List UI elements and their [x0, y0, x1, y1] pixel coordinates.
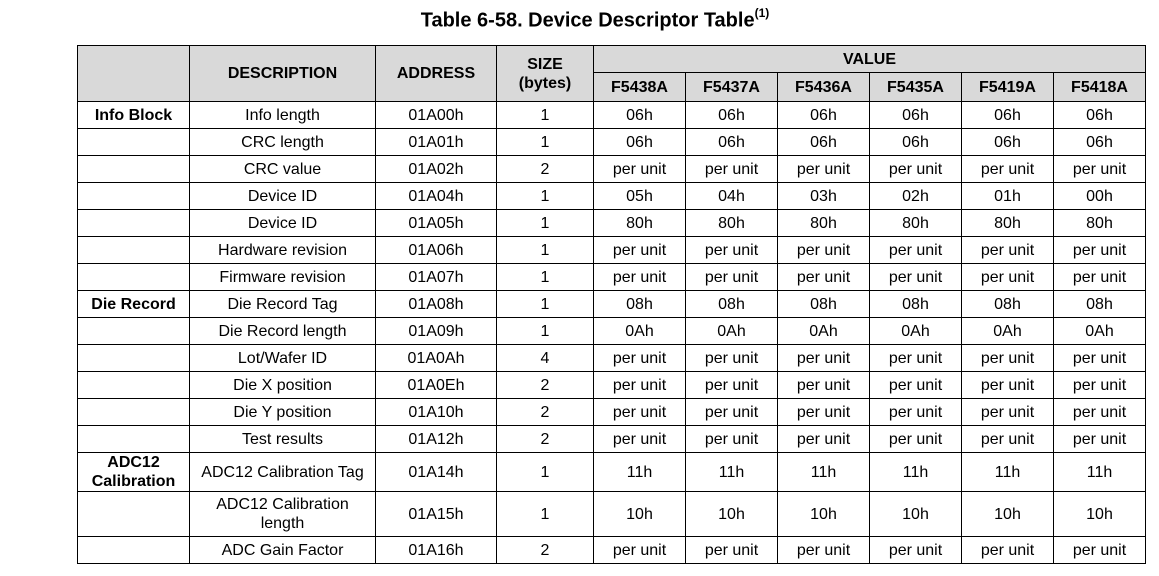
table-row [78, 237, 1146, 264]
group-cell [78, 345, 190, 372]
value-cell: 11h [1054, 453, 1146, 492]
value-cell: 11h [594, 453, 686, 492]
header-address: ADDRESS [376, 46, 497, 102]
header-device-f5419a: F5419A [962, 73, 1054, 102]
group-cell [78, 492, 190, 537]
value-cell: 00h [1054, 183, 1146, 210]
table-row [78, 291, 1146, 318]
value-cell: per unit [778, 399, 870, 426]
size-cell: 2 [497, 426, 594, 453]
description-cell: Info length [190, 102, 376, 129]
value-cell: 80h [1054, 210, 1146, 237]
address-cell: 01A14h [376, 453, 497, 492]
value-cell: per unit [594, 156, 686, 183]
table-row [78, 210, 1146, 237]
value-cell: per unit [594, 345, 686, 372]
table-row [78, 426, 1146, 453]
group-cell [78, 537, 190, 564]
value-cell: 06h [962, 102, 1054, 129]
address-cell: 01A10h [376, 399, 497, 426]
address-cell: 01A02h [376, 156, 497, 183]
address-cell: 01A05h [376, 210, 497, 237]
group-cell [78, 426, 190, 453]
size-cell: 1 [497, 237, 594, 264]
description-cell: CRC value [190, 156, 376, 183]
value-cell: 10h [778, 492, 870, 537]
value-cell: 11h [778, 453, 870, 492]
header-value: VALUE [594, 46, 1146, 73]
value-cell: 06h [778, 102, 870, 129]
value-cell: 11h [962, 453, 1054, 492]
header-group [78, 46, 190, 102]
value-cell: 06h [594, 129, 686, 156]
value-cell: 08h [870, 291, 962, 318]
value-cell: 10h [962, 492, 1054, 537]
value-cell: per unit [594, 264, 686, 291]
table-row [78, 345, 1146, 372]
description-cell: ADC Gain Factor [190, 537, 376, 564]
address-cell: 01A08h [376, 291, 497, 318]
value-cell: 06h [870, 129, 962, 156]
value-cell: per unit [870, 537, 962, 564]
header-size-line1: SIZE [527, 55, 563, 73]
description-cell: ADC12 Calibration length [190, 492, 376, 537]
value-cell: 02h [870, 183, 962, 210]
header-row-1 [78, 46, 1146, 73]
group-cell [78, 183, 190, 210]
value-cell: per unit [1054, 345, 1146, 372]
value-cell: per unit [778, 156, 870, 183]
value-cell: per unit [778, 237, 870, 264]
value-cell: per unit [1054, 426, 1146, 453]
description-cell: Die Record Tag [190, 291, 376, 318]
size-cell: 1 [497, 264, 594, 291]
group-cell [78, 372, 190, 399]
value-cell: per unit [1054, 537, 1146, 564]
value-cell: per unit [686, 537, 778, 564]
value-cell: 10h [594, 492, 686, 537]
value-cell: per unit [870, 426, 962, 453]
value-cell: per unit [594, 426, 686, 453]
value-cell: per unit [686, 372, 778, 399]
value-cell: 08h [1054, 291, 1146, 318]
group-cell [78, 156, 190, 183]
size-cell: 1 [497, 129, 594, 156]
table-row [78, 372, 1146, 399]
description-cell: Hardware revision [190, 237, 376, 264]
description-cell: Test results [190, 426, 376, 453]
value-cell: 08h [686, 291, 778, 318]
value-cell: 06h [686, 102, 778, 129]
value-cell: 06h [870, 102, 962, 129]
size-cell: 1 [497, 453, 594, 492]
value-cell: per unit [594, 537, 686, 564]
value-cell: 06h [962, 129, 1054, 156]
value-cell: 80h [778, 210, 870, 237]
value-cell: per unit [1054, 237, 1146, 264]
value-cell: 0Ah [594, 318, 686, 345]
value-cell: per unit [594, 372, 686, 399]
size-cell: 2 [497, 372, 594, 399]
value-cell: per unit [962, 372, 1054, 399]
address-cell: 01A15h [376, 492, 497, 537]
size-cell: 1 [497, 291, 594, 318]
value-cell: 11h [686, 453, 778, 492]
size-cell: 1 [497, 183, 594, 210]
value-cell: 08h [594, 291, 686, 318]
address-cell: 01A01h [376, 129, 497, 156]
address-cell: 01A07h [376, 264, 497, 291]
value-cell: per unit [778, 426, 870, 453]
value-cell: 06h [778, 129, 870, 156]
header-device-f5436a: F5436A [778, 73, 870, 102]
group-cell [78, 318, 190, 345]
description-cell: ADC12 Calibration Tag [190, 453, 376, 492]
value-cell: per unit [1054, 399, 1146, 426]
value-cell: 0Ah [686, 318, 778, 345]
value-cell: per unit [870, 399, 962, 426]
value-cell: per unit [962, 399, 1054, 426]
table-title-footnote: (1) [754, 6, 770, 20]
value-cell: per unit [778, 372, 870, 399]
group-cell: ADC12 Calibration [78, 453, 190, 492]
description-cell: CRC length [190, 129, 376, 156]
description-cell: Lot/Wafer ID [190, 345, 376, 372]
value-cell: per unit [594, 399, 686, 426]
table-row [78, 102, 1146, 129]
group-cell [78, 210, 190, 237]
address-cell: 01A12h [376, 426, 497, 453]
group-cell [78, 264, 190, 291]
size-cell: 4 [497, 345, 594, 372]
address-cell: 01A0Eh [376, 372, 497, 399]
value-cell: 01h [962, 183, 1054, 210]
value-cell: 10h [870, 492, 962, 537]
table-row [78, 537, 1146, 564]
value-cell: per unit [686, 399, 778, 426]
value-cell: per unit [962, 345, 1054, 372]
group-cell: Die Record [78, 291, 190, 318]
group-cell [78, 399, 190, 426]
value-cell: per unit [1054, 156, 1146, 183]
table-row [78, 129, 1146, 156]
description-cell: Die Y position [190, 399, 376, 426]
value-cell: per unit [778, 264, 870, 291]
size-cell: 2 [497, 156, 594, 183]
value-cell: per unit [594, 237, 686, 264]
value-cell: 05h [594, 183, 686, 210]
value-cell: per unit [686, 237, 778, 264]
header-size [497, 46, 594, 102]
address-cell: 01A04h [376, 183, 497, 210]
header-description: DESCRIPTION [190, 46, 376, 102]
value-cell: per unit [686, 426, 778, 453]
table-row [78, 264, 1146, 291]
value-cell: 80h [962, 210, 1054, 237]
value-cell: 11h [870, 453, 962, 492]
value-cell: per unit [686, 264, 778, 291]
size-cell: 2 [497, 537, 594, 564]
table-row [78, 399, 1146, 426]
header-device-f5418a: F5418A [1054, 73, 1146, 102]
table-row [78, 183, 1146, 210]
value-cell: per unit [778, 537, 870, 564]
address-cell: 01A0Ah [376, 345, 497, 372]
value-cell: 0Ah [962, 318, 1054, 345]
table-row [78, 318, 1146, 345]
value-cell: per unit [870, 372, 962, 399]
value-cell: 10h [1054, 492, 1146, 537]
table-row [78, 156, 1146, 183]
value-cell: per unit [962, 537, 1054, 564]
size-cell: 1 [497, 102, 594, 129]
group-cell [78, 237, 190, 264]
size-cell: 1 [497, 492, 594, 537]
group-cell [78, 129, 190, 156]
value-cell: 06h [1054, 129, 1146, 156]
value-cell: per unit [870, 237, 962, 264]
value-cell: 08h [962, 291, 1054, 318]
group-cell: Info Block [78, 102, 190, 129]
value-cell: 80h [686, 210, 778, 237]
table-title-text: Table 6-58. Device Descriptor Table [420, 9, 755, 32]
address-cell: 01A16h [376, 537, 497, 564]
description-cell: Die X position [190, 372, 376, 399]
header-size-line2: (bytes) [518, 74, 572, 92]
size-cell: 2 [497, 399, 594, 426]
value-cell: 80h [594, 210, 686, 237]
value-cell: per unit [686, 156, 778, 183]
address-cell: 01A09h [376, 318, 497, 345]
value-cell: per unit [1054, 264, 1146, 291]
address-cell: 01A06h [376, 237, 497, 264]
value-cell: 04h [686, 183, 778, 210]
value-cell: 0Ah [778, 318, 870, 345]
device-descriptor-table [77, 45, 1146, 564]
description-cell: Device ID [190, 183, 376, 210]
value-cell: per unit [962, 264, 1054, 291]
value-cell: 80h [870, 210, 962, 237]
header-device-f5437a: F5437A [686, 73, 778, 102]
table-row [78, 492, 1146, 537]
description-cell: Die Record length [190, 318, 376, 345]
header-device-f5435a: F5435A [870, 73, 962, 102]
value-cell: 03h [778, 183, 870, 210]
table-row [78, 453, 1146, 492]
value-cell: 06h [686, 129, 778, 156]
table-title [0, 8, 1159, 33]
table-body [78, 102, 1146, 564]
value-cell: 0Ah [1054, 318, 1146, 345]
value-cell: per unit [686, 345, 778, 372]
value-cell: 10h [686, 492, 778, 537]
size-cell: 1 [497, 318, 594, 345]
value-cell: per unit [870, 264, 962, 291]
value-cell: per unit [1054, 372, 1146, 399]
value-cell: per unit [870, 345, 962, 372]
value-cell: per unit [962, 156, 1054, 183]
address-cell: 01A00h [376, 102, 497, 129]
value-cell: per unit [778, 345, 870, 372]
description-cell: Device ID [190, 210, 376, 237]
value-cell: 06h [1054, 102, 1146, 129]
header-device-f5438a: F5438A [594, 73, 686, 102]
value-cell: 08h [778, 291, 870, 318]
value-cell: 0Ah [870, 318, 962, 345]
value-cell: per unit [962, 426, 1054, 453]
value-cell: per unit [962, 237, 1054, 264]
size-cell: 1 [497, 210, 594, 237]
value-cell: per unit [870, 156, 962, 183]
value-cell: 06h [594, 102, 686, 129]
description-cell: Firmware revision [190, 264, 376, 291]
